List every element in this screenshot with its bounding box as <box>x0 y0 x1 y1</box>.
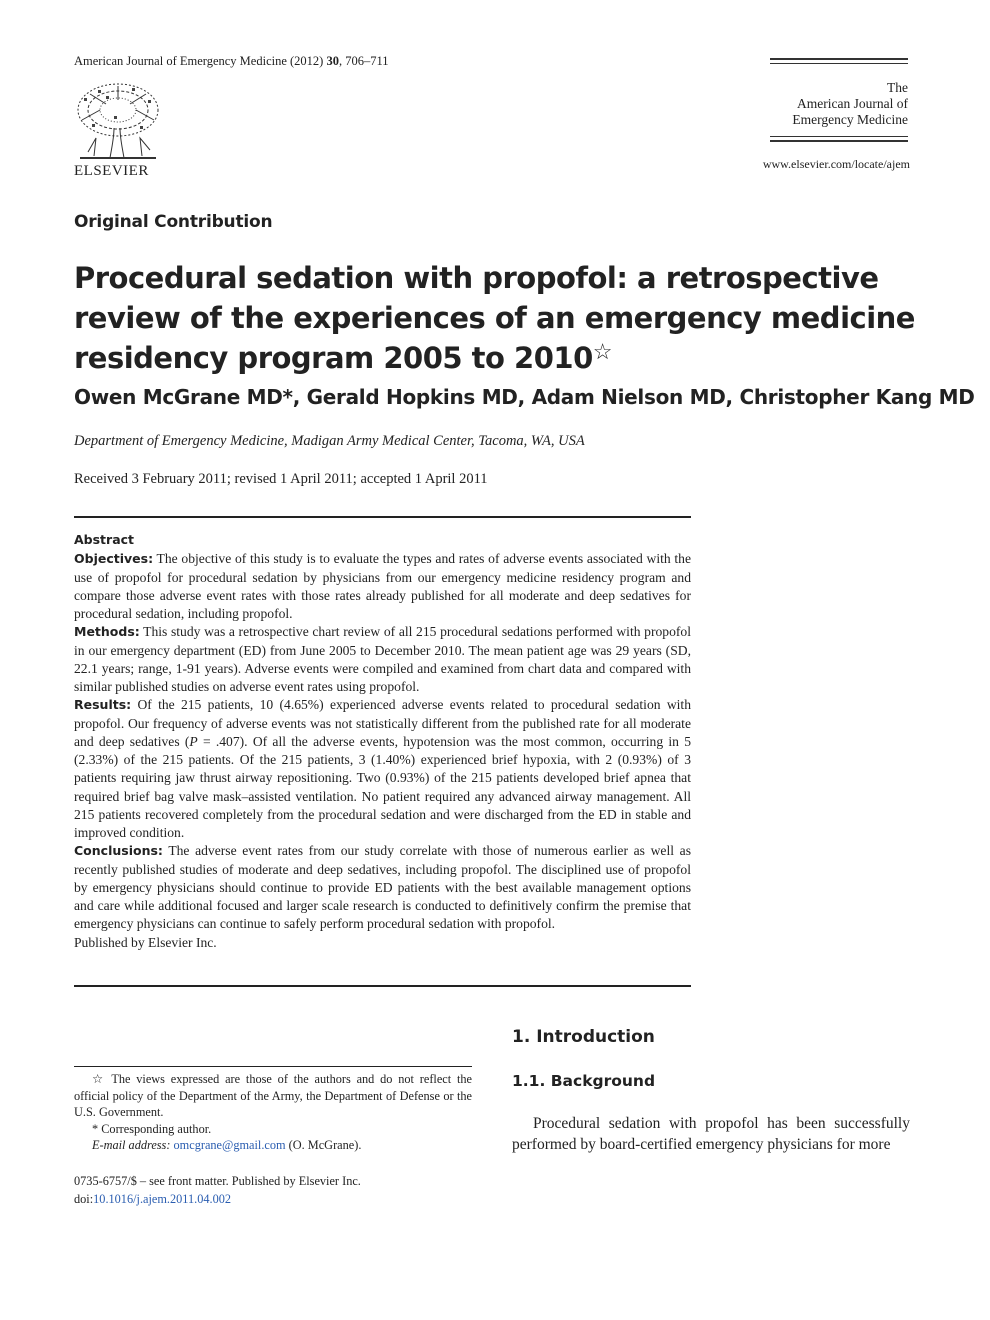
article-title-text: Procedural sedation with propofol: a retrospective review of the experiences of an emergency medicine residency program 2005 to 2010 <box>74 261 915 375</box>
elsevier-tree-logo <box>70 80 166 162</box>
footnote-disclaimer: ☆ The views expressed are those of the authors and do not reflect the official policy of the Department of the Army, the Department of Defense or the U.S. Government. <box>74 1072 472 1119</box>
abstract-heading: Abstract <box>74 532 135 547</box>
abstract-publisher-note: Published by Elsevier Inc. <box>74 934 217 950</box>
masthead-bottom-rules <box>770 136 908 145</box>
body-paragraph <box>512 1113 910 1155</box>
front-matter <box>74 1173 494 1208</box>
doi-line: doi:10.1016/j.ajem.2011.04.002 <box>74 1191 232 1206</box>
abstract-results: Results: Of the 215 patients, 10 (4.65%) experienced adverse events related to procedural sedation with propofol. Our frequency of adverse events was not statistically different from the published rate for all moderate and deep sedatives (P = .407). Of all the adverse events, hypotension was the most common, occurring in 5 (2.33%) of the 215 patients. Of the 215 patients, 3 (1.40%) experienced brief hypoxia, with 2 (0.93%) of 3 patients requiring jaw thrust airway repositioning. Two (0.93%) of the 215 patients developed brief apnea that required brief bag valve mask–assisted ventilation. No patient required any advanced airway management. All 215 patients recovered completely from the procedural sedation and were discharged from the ED in stable and improved condition. <box>74 697 691 840</box>
author-list: Owen McGrane MD*, Gerald Hopkins MD, Adam Nielson MD, Christopher Kang MD <box>74 385 975 409</box>
abstract-bottom-rule <box>74 985 691 987</box>
masthead-line: The <box>887 80 908 95</box>
publisher-logo-text: ELSEVIER <box>74 163 149 179</box>
footnote-email: E-mail address: omcgrane@gmail.com (O. McGrane). <box>92 1138 362 1152</box>
abstract-top-rule <box>74 516 691 518</box>
title-footnote-star-icon[interactable]: ☆ <box>592 339 613 364</box>
journal-url[interactable]: www.elsevier.com/locate/ajem <box>762 157 910 171</box>
intro-paragraph-text: Procedural sedation with propofol has been successfully performed by board-certified emergency physicians for more <box>512 1115 910 1153</box>
footnote-rule <box>74 1066 472 1067</box>
article-dates: Received 3 February 2011; revised 1 April 2011; accepted 1 April 2011 <box>74 471 488 487</box>
email-link[interactable]: omcgrane@gmail.com <box>173 1138 286 1152</box>
abstract-objectives: Objectives: The objective of this study is to evaluate the types and rates of adverse events associated with the use of propofol for procedural sedation by physicians from our emergency medicine residency program and compare those adverse event rates with those rates already published for all moderate and deep sedatives for procedural sedation, including propofol. <box>74 551 691 621</box>
doi-link[interactable]: 10.1016/j.ajem.2011.04.002 <box>93 1191 232 1206</box>
article-title <box>74 258 934 378</box>
masthead-line: Emergency Medicine <box>792 112 908 127</box>
footnote-star-icon: ☆ <box>92 1072 106 1086</box>
abstract <box>74 531 691 952</box>
journal-pages: , 706–711 <box>338 54 389 68</box>
masthead-line: American Journal of <box>797 96 908 111</box>
abstract-methods: Methods: This study was a retrospective chart review of all 215 procedural sedations performed with propofol in our emergency department (ED) from June 2005 to December 2010. The mean patient age was 29 years (SD, 22.1 years; range, 1-91 years). Adverse events were compiled and examined from chart data and compared with similar published studies on adverse event rates using propofol. <box>74 624 691 694</box>
journal-volume: 30 <box>326 54 339 68</box>
journal-reference <box>74 54 389 69</box>
masthead-top-rules <box>770 58 908 67</box>
affiliation: Department of Emergency Medicine, Madigan Army Medical Center, Tacoma, WA, USA <box>74 433 585 449</box>
footnotes <box>74 1071 472 1154</box>
subsection-heading-background: 1.1. Background <box>512 1072 656 1090</box>
article-section-label: Original Contribution <box>74 212 273 232</box>
abstract-conclusions: Conclusions: The adverse event rates from our study correlate with those of numerous earlier as well as recently published studies of moderate and deep sedatives, including propofol. The disciplined use of propofol by emergency physicians should continue to provide ED patients with the best available management options and care while additional focused and larger scale research is conducted to definitively confirm the premise that emergency physicians can continue to safely perform procedural sedation with propofol. <box>74 843 691 932</box>
issn-line: 0735-6757/$ – see front matter. Published by Elsevier Inc. <box>74 1174 361 1188</box>
footnote-corresponding: * Corresponding author. <box>92 1121 212 1136</box>
journal-name: American Journal of Emergency Medicine (2012) <box>74 54 324 68</box>
journal-masthead <box>770 80 908 128</box>
section-heading-introduction: 1. Introduction <box>512 1027 655 1047</box>
